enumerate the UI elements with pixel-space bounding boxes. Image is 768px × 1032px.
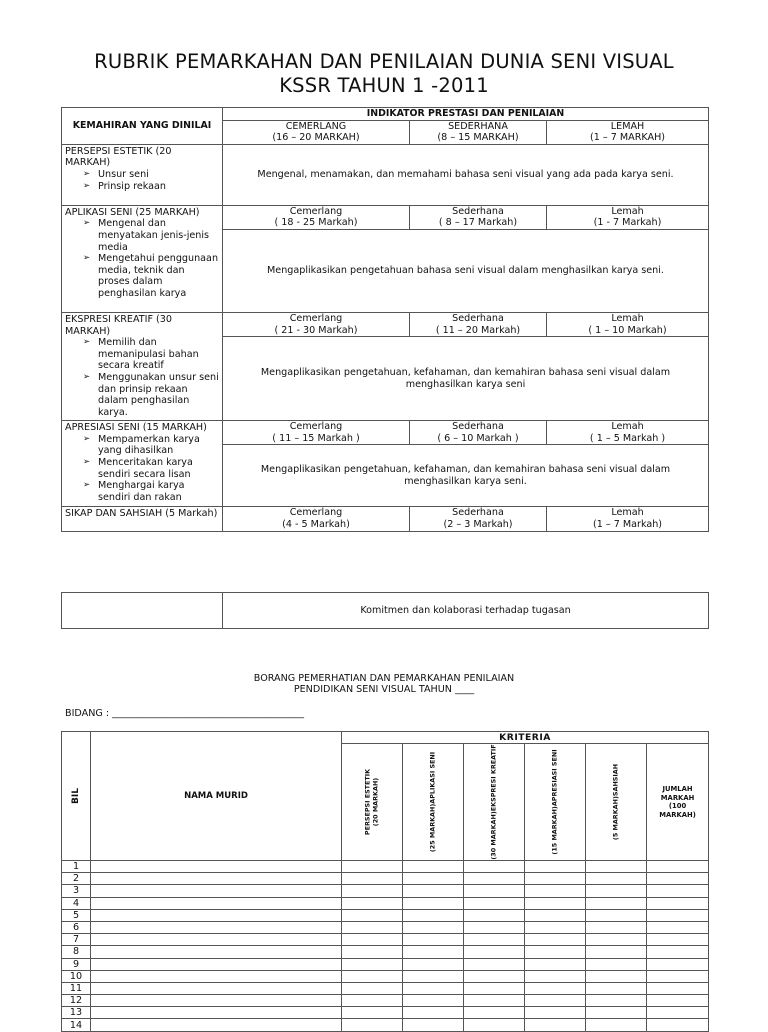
mark-cell[interactable] — [464, 958, 525, 970]
table-row — [62, 934, 709, 946]
table-row — [62, 909, 709, 921]
criteria-aplikasi: (25 MARKAH)APLIKASI SENI — [403, 744, 464, 861]
mark-cell[interactable] — [525, 897, 586, 909]
row-number: 1 — [62, 861, 91, 873]
mark-cell[interactable] — [586, 897, 647, 909]
mark-cell[interactable] — [464, 873, 525, 885]
mark-cell[interactable] — [464, 1007, 525, 1019]
mark-cell[interactable] — [647, 909, 709, 921]
student-name-cell[interactable] — [91, 873, 342, 885]
mark-cell[interactable] — [464, 861, 525, 873]
mark-cell[interactable] — [342, 934, 403, 946]
mark-cell[interactable] — [342, 897, 403, 909]
mark-cell[interactable] — [647, 897, 709, 909]
criteria-sahsiah: (5 MARKAH)SAHSIAH — [586, 744, 647, 861]
mark-cell[interactable] — [342, 1007, 403, 1019]
mark-cell[interactable] — [586, 885, 647, 897]
level-lemah: Lemah (1 - 7 Markah) — [547, 205, 709, 229]
rubric-table — [61, 107, 709, 532]
form-subtitle: PENDIDIKAN SENI VISUAL TAHUN ____ — [293, 684, 475, 695]
table-row — [62, 897, 709, 909]
mark-cell[interactable] — [403, 934, 464, 946]
description-persepsi: Mengenal, menamakan, dan memahami bahasa seni visual yang ada pada karya seni. — [223, 144, 709, 205]
student-name-cell[interactable] — [91, 885, 342, 897]
komitmen-table — [61, 592, 709, 629]
mark-cell[interactable] — [464, 934, 525, 946]
mark-cell[interactable] — [403, 946, 464, 958]
mark-cell[interactable] — [647, 946, 709, 958]
table-row — [62, 921, 709, 933]
student-name-cell[interactable] — [91, 995, 342, 1007]
student-name-cell[interactable] — [91, 909, 342, 921]
mark-cell[interactable] — [342, 1019, 403, 1031]
student-name-cell[interactable] — [91, 958, 342, 970]
level-lemah: Lemah ( 1 – 5 Markah ) — [547, 421, 709, 445]
mark-cell[interactable] — [403, 873, 464, 885]
mark-cell[interactable] — [647, 921, 709, 933]
row-number: 13 — [62, 1007, 91, 1019]
mark-cell[interactable] — [586, 970, 647, 982]
mark-cell[interactable] — [403, 1019, 464, 1031]
mark-cell[interactable] — [586, 958, 647, 970]
description-apresiasi: Mengaplikasikan pengetahuan, kefahaman, dan kemahiran bahasa seni visual dalam menghasilkan karya seni. — [223, 445, 709, 507]
mark-cell[interactable] — [647, 861, 709, 873]
mark-cell[interactable] — [525, 921, 586, 933]
row-number: 9 — [62, 958, 91, 970]
header-kriteria: KRITERIA — [342, 732, 709, 744]
level-cemerlang: Cemerlang ( 11 – 15 Markah ) — [223, 421, 410, 445]
mark-cell[interactable] — [525, 934, 586, 946]
list-item: ➢ Menggunakan unsur seni dan prinsip rekaan dalam penghasilan karya. — [65, 372, 219, 418]
mark-cell[interactable] — [403, 1007, 464, 1019]
row-number: 2 — [62, 873, 91, 885]
mark-cell[interactable] — [525, 1007, 586, 1019]
list-item: ➢ Mempamerkan karya yang dihasilkan — [65, 434, 219, 457]
row-number: 14 — [62, 1019, 91, 1031]
mark-cell[interactable] — [403, 995, 464, 1007]
mark-cell[interactable] — [525, 885, 586, 897]
row-number: 5 — [62, 909, 91, 921]
table-row — [62, 873, 709, 885]
mark-cell[interactable] — [403, 970, 464, 982]
level-lemah: LEMAH (1 – 7 MARKAH) — [547, 120, 709, 144]
student-name-cell[interactable] — [91, 982, 342, 994]
student-name-cell[interactable] — [91, 970, 342, 982]
skill-sikap-sahsiah: SIKAP DAN SAHSIAH (5 Markah) — [62, 507, 223, 531]
level-lemah: Lemah ( 1 – 10 Markah) — [547, 312, 709, 336]
mark-cell[interactable] — [586, 1019, 647, 1031]
criteria-jumlah: JUMLAH MARKAH (100 MARKAH) — [647, 744, 709, 861]
mark-cell[interactable] — [525, 982, 586, 994]
criteria-apresiasi: (15 MARKAH)APRESIASI SENI — [525, 744, 586, 861]
row-number: 11 — [62, 982, 91, 994]
student-name-cell[interactable] — [91, 1007, 342, 1019]
mark-cell[interactable] — [586, 934, 647, 946]
list-item: ➢ Unsur seni — [65, 169, 219, 181]
skill-apresiasi-seni: APRESIASI SENI (15 MARKAH) ➢ Mempamerkan karya yang dihasilkan ➢ Menceritakan karya sendiri secara lisan ➢ Menghargai karya sendiri dan rakan — [62, 421, 223, 507]
row-number: 7 — [62, 934, 91, 946]
mark-cell[interactable] — [464, 982, 525, 994]
mark-cell[interactable] — [525, 958, 586, 970]
row-number: 8 — [62, 946, 91, 958]
mark-cell[interactable] — [403, 982, 464, 994]
mark-cell[interactable] — [464, 1019, 525, 1031]
mark-cell[interactable] — [647, 1019, 709, 1031]
mark-cell[interactable] — [342, 958, 403, 970]
mark-cell[interactable] — [464, 909, 525, 921]
mark-cell[interactable] — [525, 873, 586, 885]
mark-cell[interactable] — [464, 970, 525, 982]
mark-cell[interactable] — [464, 995, 525, 1007]
table-row — [62, 885, 709, 897]
list-item: ➢ Mengenal dan menyatakan jenis-jenis media — [65, 218, 219, 253]
student-name-cell[interactable] — [91, 934, 342, 946]
mark-cell[interactable] — [403, 861, 464, 873]
form-title: BORANG PEMERHATIAN DAN PEMARKAHAN PENILAIAN — [253, 673, 515, 684]
mark-cell[interactable] — [464, 921, 525, 933]
table-row — [62, 861, 709, 873]
mark-cell[interactable] — [403, 958, 464, 970]
mark-cell[interactable] — [342, 982, 403, 994]
criteria-persepsi: PERSEPSI ESTETIK (20 MARKAH) — [342, 744, 403, 861]
mark-cell[interactable] — [647, 873, 709, 885]
mark-cell[interactable] — [525, 909, 586, 921]
komitmen-text: Komitmen dan kolaborasi terhadap tugasan — [223, 593, 709, 629]
student-name-cell[interactable] — [91, 946, 342, 958]
mark-cell[interactable] — [647, 885, 709, 897]
komitmen-blank-cell — [62, 593, 223, 629]
mark-cell[interactable] — [647, 982, 709, 994]
mark-cell[interactable] — [647, 1007, 709, 1019]
header-nama-murid: NAMA MURID — [91, 732, 342, 861]
mark-cell[interactable] — [342, 995, 403, 1007]
mark-cell[interactable] — [403, 885, 464, 897]
criteria-ekspresi: (30 MARKAH)EKSPRESI KREATIF — [464, 744, 525, 861]
list-item: ➢ Memilih dan memanipulasi bahan secara kreatif — [65, 337, 219, 372]
mark-cell[interactable] — [647, 934, 709, 946]
mark-cell[interactable] — [403, 897, 464, 909]
row-number: 6 — [62, 921, 91, 933]
table-row — [62, 1007, 709, 1019]
row-number: 3 — [62, 885, 91, 897]
level-cemerlang: Cemerlang ( 21 - 30 Markah) — [223, 312, 410, 336]
page-title: RUBRIK PEMARKAHAN DAN PENILAIAN DUNIA SENI VISUAL — [94, 50, 674, 73]
page-subtitle: KSSR TAHUN 1 -2011 — [279, 74, 489, 97]
mark-cell[interactable] — [525, 861, 586, 873]
list-item: ➢ Menceritakan karya sendiri secara lisan — [65, 457, 219, 480]
table-row — [62, 946, 709, 958]
mark-cell[interactable] — [586, 861, 647, 873]
table-row — [62, 995, 709, 1007]
mark-cell[interactable] — [647, 958, 709, 970]
level-sederhana: Sederhana ( 8 – 17 Markah) — [410, 205, 547, 229]
level-lemah: Lemah (1 – 7 Markah) — [547, 507, 709, 531]
table-row — [62, 1019, 709, 1031]
mark-cell[interactable] — [586, 873, 647, 885]
skill-ekspresi-kreatif: EKSPRESI KREATIF (30 MARKAH) ➢ Memilih dan memanipulasi bahan secara kreatif ➢ Menggunakan unsur seni dan prinsip rekaan dalam penghasilan karya. — [62, 312, 223, 420]
table-row — [62, 982, 709, 994]
student-name-cell[interactable] — [91, 921, 342, 933]
skill-persepsi-estetik: PERSEPSI ESTETIK (20 MARKAH) ➢ Unsur seni ➢ Prinsip rekaan — [62, 144, 223, 205]
marks-form-table — [61, 731, 709, 1032]
mark-cell[interactable] — [586, 946, 647, 958]
level-sederhana: Sederhana (2 – 3 Markah) — [410, 507, 547, 531]
description-ekspresi: Mengaplikasikan pengetahuan, kefahaman, dan kemahiran bahasa seni visual dalam menghasilkan karya seni — [223, 337, 709, 421]
mark-cell[interactable] — [586, 909, 647, 921]
row-number: 4 — [62, 897, 91, 909]
mark-cell[interactable] — [342, 970, 403, 982]
mark-cell[interactable] — [342, 921, 403, 933]
mark-cell[interactable] — [464, 946, 525, 958]
level-cemerlang: CEMERLANG (16 – 20 MARKAH) — [223, 120, 410, 144]
mark-cell[interactable] — [525, 946, 586, 958]
mark-cell[interactable] — [403, 909, 464, 921]
student-name-cell[interactable] — [91, 861, 342, 873]
mark-cell[interactable] — [586, 921, 647, 933]
level-sederhana: SEDERHANA (8 – 15 MARKAH) — [410, 120, 547, 144]
mark-cell[interactable] — [586, 995, 647, 1007]
description-aplikasi: Mengaplikasikan pengetahuan bahasa seni visual dalam menghasilkan karya seni. — [223, 229, 709, 312]
mark-cell[interactable] — [403, 921, 464, 933]
mark-cell[interactable] — [525, 995, 586, 1007]
mark-cell[interactable] — [464, 885, 525, 897]
mark-cell[interactable] — [586, 982, 647, 994]
student-name-cell[interactable] — [91, 897, 342, 909]
mark-cell[interactable] — [342, 885, 403, 897]
header-skill: KEMAHIRAN YANG DINILAI — [62, 108, 223, 145]
row-number: 12 — [62, 995, 91, 1007]
list-item: ➢ Prinsip rekaan — [65, 181, 219, 193]
mark-cell[interactable] — [525, 970, 586, 982]
list-item: ➢ Mengetahui penggunaan media, teknik dan proses dalam penghasilan karya — [65, 253, 219, 299]
bidang-field: BIDANG : ________________________________________ — [65, 708, 305, 719]
mark-cell[interactable] — [525, 1019, 586, 1031]
mark-cell[interactable] — [342, 873, 403, 885]
skill-aplikasi-seni: APLIKASI SENI (25 MARKAH) ➢ Mengenal dan menyatakan jenis-jenis media ➢ Mengetahui penggunaan media, teknik dan proses dalam penghasilan karya — [62, 205, 223, 312]
mark-cell[interactable] — [342, 946, 403, 958]
student-name-cell[interactable] — [91, 1019, 342, 1031]
header-bil: BIL — [62, 732, 91, 861]
mark-cell[interactable] — [464, 897, 525, 909]
mark-cell[interactable] — [647, 995, 709, 1007]
level-cemerlang: Cemerlang ( 18 - 25 Markah) — [223, 205, 410, 229]
table-row — [62, 958, 709, 970]
mark-cell[interactable] — [342, 861, 403, 873]
level-cemerlang: Cemerlang (4 - 5 Markah) — [223, 507, 410, 531]
mark-cell[interactable] — [586, 1007, 647, 1019]
level-sederhana: Sederhana ( 6 – 10 Markah ) — [410, 421, 547, 445]
level-sederhana: Sederhana ( 11 – 20 Markah) — [410, 312, 547, 336]
row-number: 10 — [62, 970, 91, 982]
table-row — [62, 970, 709, 982]
list-item: ➢ Menghargai karya sendiri dan rakan — [65, 480, 219, 503]
header-indicator: INDIKATOR PRESTASI DAN PENILAIAN — [223, 108, 709, 121]
mark-cell[interactable] — [647, 970, 709, 982]
mark-cell[interactable] — [342, 909, 403, 921]
